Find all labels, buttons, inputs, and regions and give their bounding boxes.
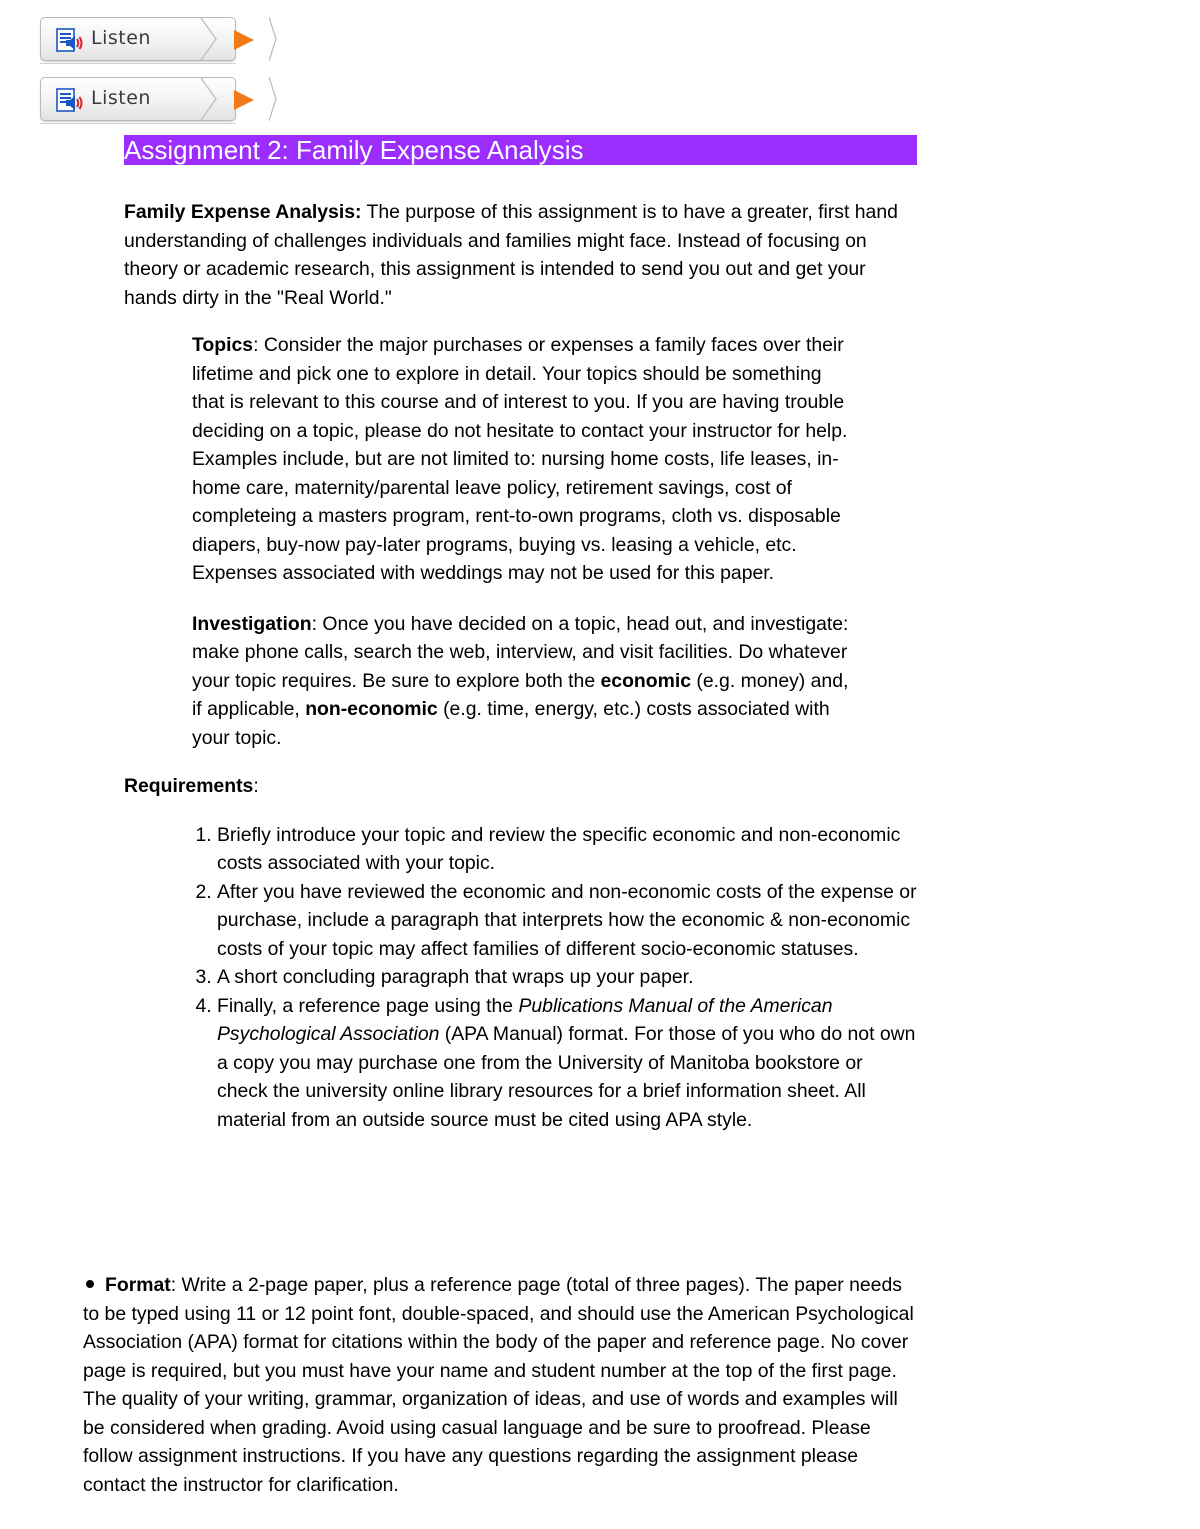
page-title: Assignment 2: Family Expense Analysis — [124, 135, 917, 165]
play-icon[interactable] — [232, 29, 256, 51]
speaker-icon — [56, 87, 84, 113]
play-icon[interactable] — [232, 89, 256, 111]
intro-paragraph — [124, 198, 919, 312]
requirements-heading — [124, 772, 924, 801]
investigation-paragraph — [192, 610, 852, 753]
chevron-end-icon — [269, 77, 277, 121]
assignment-content — [124, 135, 924, 1134]
speaker-icon — [56, 27, 84, 53]
bullet-icon — [86, 1280, 94, 1288]
chevron-divider-icon — [199, 78, 219, 120]
requirements-colon: : — [253, 775, 259, 797]
listen-label: Listen — [91, 87, 151, 109]
list-item-text: (APA Manual) format. For those of you who do not own a copy you may purchase one from the University of Manitoba bookstore or check the university online library resources for a brief information sheet. All material from an outside source must be cited using APA style. — [217, 1023, 916, 1131]
investigation-text: (e.g. money) and, if applicable, — [192, 669, 849, 720]
non-economic-term: non-economic — [305, 698, 438, 720]
format-text: : Write a 2-page paper, plus a reference page (total of three pages). The paper needs to be typed using 11 or 12 point font, double-spaced, and should use the American Psychological Association (APA) format for citations within the body of the paper and reference page. No cover page is required, but you must have your name and student number at the top of the first page. The quality of your writing, grammar, organization of ideas, and use of words and examples will be considered when grading. Avoid using casual language and be sure to proofread. Please follow assignment instructions. If you have any questions regarding the assignment please contact the instructor for clarification. — [83, 1274, 914, 1496]
topics-paragraph — [192, 331, 852, 588]
investigation-text: : Once you have decided on a topic, head out, and investigate: make phone calls, search the web, interview, and visit facilities. Do whatever your topic requires. Be sure to explore both the — [192, 612, 849, 692]
requirements-list — [124, 821, 917, 1135]
apa-manual-title: Publications Manual of the American Psychological Association — [217, 994, 833, 1045]
listen-button[interactable] — [40, 17, 236, 61]
investigation-text: (e.g. time, energy, etc.) costs associated with your topic. — [192, 698, 830, 749]
topics-label: Topics — [192, 334, 254, 356]
economic-term: economic — [600, 669, 692, 692]
listen-button[interactable] — [40, 77, 236, 121]
investigation-label: Investigation — [192, 612, 312, 635]
topics-text: : Consider the major purchases or expenses a family faces over their lifetime and pick one to explore in detail. Your topics should be something that is relevant to this course and of interest to you. If you are having trouble deciding on a topic, please do not hesitate to contact your instructor for help. Examples include, but are not limited to: nursing home costs, life leases, in-home care, maternity/parental leave policy, retirement savings, cost of completeing a masters program, rent-to-own programs, cloth vs. disposable diapers, buy-now pay-later programs, buying vs. leasing a vehicle, etc. Expenses associated with weddings may not be used for this paper. — [192, 334, 848, 584]
list-item: 3. A short concluding paragraph that wraps up your paper. — [217, 963, 917, 992]
format-label: Format — [105, 1274, 171, 1296]
intro-text: The purpose of this assignment is to have a greater, first hand understanding of challenges individuals and families might face. Instead of focusing on theory or academic research, this assignment is intended to send you out and get your hands dirty in the "Real World." — [124, 201, 898, 309]
chevron-end-icon — [269, 17, 277, 61]
chevron-divider-icon — [199, 18, 219, 60]
intro-label: Family Expense Analysis: — [124, 201, 362, 223]
list-item: 1. Briefly introduce your topic and review the specific economic and non-economic costs associated with your topic. — [217, 821, 917, 878]
listen-label: Listen — [91, 27, 151, 49]
format-paragraph — [83, 1271, 918, 1499]
list-item: 2. After you have reviewed the economic and non-economic costs of the expense or purchase, include a paragraph that interprets how the economic & non-economic costs of your topic may affect families of different socio-economic statuses. — [217, 878, 917, 964]
requirements-label: Requirements — [124, 775, 254, 797]
list-item — [217, 992, 917, 1135]
list-item-text: Finally, a reference page using the — [217, 994, 519, 1017]
